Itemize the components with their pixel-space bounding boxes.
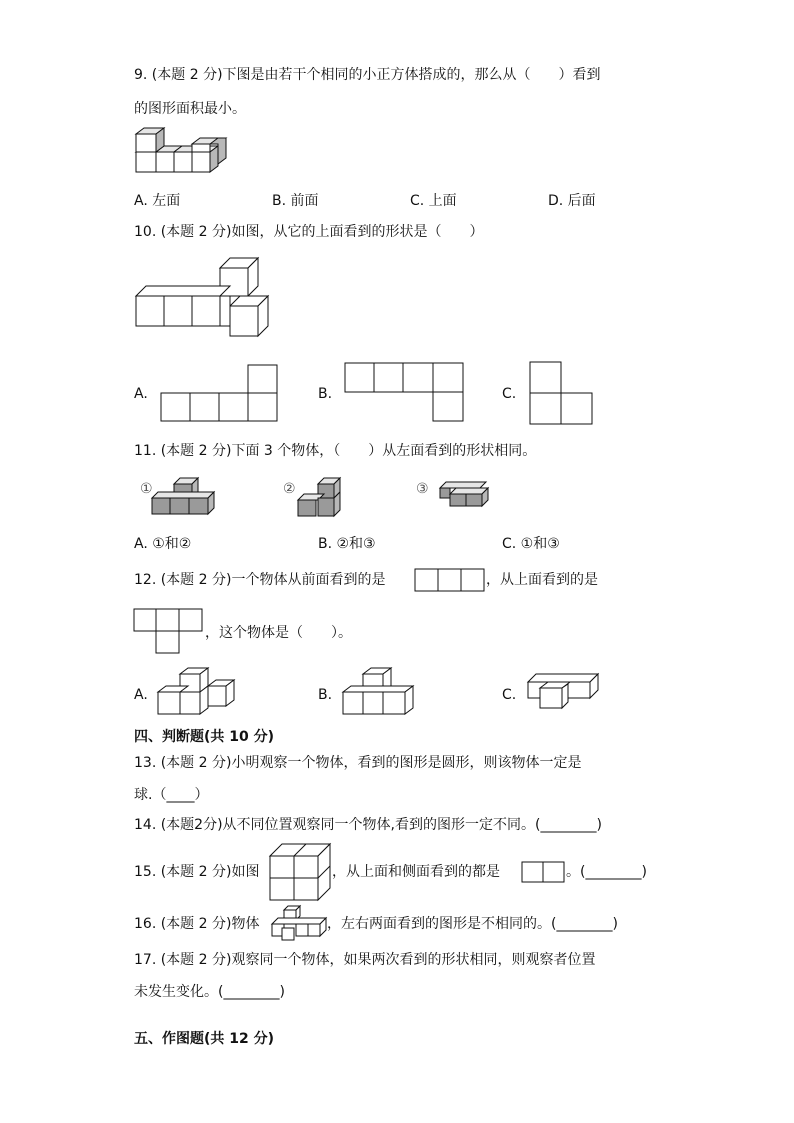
q11-object-1 <box>150 476 216 518</box>
q11-object-3 <box>438 480 490 510</box>
q16-stem-part2: ，左右两面看到的图形是不相同的。(________) <box>327 916 618 932</box>
q11-label-3: ③ <box>416 481 429 497</box>
q16-stem-part1: 16. (本题 2 分)物体 <box>134 916 260 932</box>
q11-label-2: ② <box>283 481 296 497</box>
q9-option-c[interactable]: C. 上面 <box>410 193 457 209</box>
q15-stem-part1: 15. (本题 2 分)如图 <box>134 864 260 880</box>
q11-label-1: ① <box>140 481 153 497</box>
q9-stem-line2: 的图形面积最小。 <box>134 101 246 117</box>
q14-stem: 14. (本题2分)从不同位置观察同一个物体,看到的图形一定不同。(________) <box>134 817 602 833</box>
q12-option-a-shape[interactable] <box>156 666 236 716</box>
q11-stem: 11. (本题 2 分)下面 3 个物体，（ ）从左面看到的形状相同。 <box>134 443 537 459</box>
q15-stem-part2: ，从上面和侧面看到的都是 <box>332 864 500 880</box>
q15-cube-figure <box>268 842 332 902</box>
q10-option-c-shape[interactable] <box>529 361 593 425</box>
q12-front-view-shape <box>414 568 486 592</box>
q16-cube-figure <box>270 904 328 942</box>
q10-option-b-label[interactable]: B. <box>318 386 333 402</box>
q13-stem-line2: 球.（____） <box>134 787 209 803</box>
q10-stem: 10. (本题 2 分)如图，从它的上面看到的形状是（ ） <box>134 224 484 240</box>
q10-option-c-label[interactable]: C. <box>502 386 517 402</box>
q12-option-b-shape[interactable] <box>341 666 417 716</box>
q9-option-d[interactable]: D. 后面 <box>548 193 596 209</box>
q10-cube-figure <box>134 256 274 340</box>
q12-option-b-label[interactable]: B. <box>318 687 333 703</box>
q10-option-a-label[interactable]: A. <box>134 386 148 402</box>
q11-option-a[interactable]: A. ①和② <box>134 536 192 552</box>
q9-option-a[interactable]: A. 左面 <box>134 193 181 209</box>
section-5-title: 五、作图题(共 12 分) <box>134 1031 275 1047</box>
q10-option-b-shape[interactable] <box>344 362 464 422</box>
q12-top-view-shape <box>133 608 203 654</box>
q15-view-shape <box>521 861 565 883</box>
q12-stem-part3: ，这个物体是（ ）。 <box>205 625 352 641</box>
q17-stem-line1: 17. (本题 2 分)观察同一个物体，如果两次看到的形状相同，则观察者位置 <box>134 952 596 968</box>
q15-stem-part3: 。(________) <box>566 864 647 880</box>
q13-stem-line1: 13. (本题 2 分)小明观察一个物体，看到的图形是圆形，则该物体一定是 <box>134 755 582 771</box>
q9-stem-line1: 9. (本题 2 分)下图是由若干个相同的小正方体搭成的，那么从（ ）看到 <box>134 67 601 83</box>
q17-stem-line2: 未发生变化。(________) <box>134 984 285 1000</box>
q12-option-c-label[interactable]: C. <box>502 687 517 703</box>
q12-option-c-shape[interactable] <box>526 672 600 710</box>
q12-stem-part1: 12. (本题 2 分)一个物体从前面看到的是 <box>134 572 386 588</box>
q11-option-c[interactable]: C. ①和③ <box>502 536 560 552</box>
q10-option-a-shape[interactable] <box>160 364 278 422</box>
q12-stem-part2: ，从上面看到的是 <box>486 572 598 588</box>
q9-option-b[interactable]: B. 前面 <box>272 193 319 209</box>
q12-option-a-label[interactable]: A. <box>134 687 148 703</box>
q11-object-2 <box>296 476 342 520</box>
section-4-title: 四、判断题(共 10 分) <box>134 729 275 745</box>
q11-option-b[interactable]: B. ②和③ <box>318 536 376 552</box>
q9-cube-figure <box>134 130 234 178</box>
